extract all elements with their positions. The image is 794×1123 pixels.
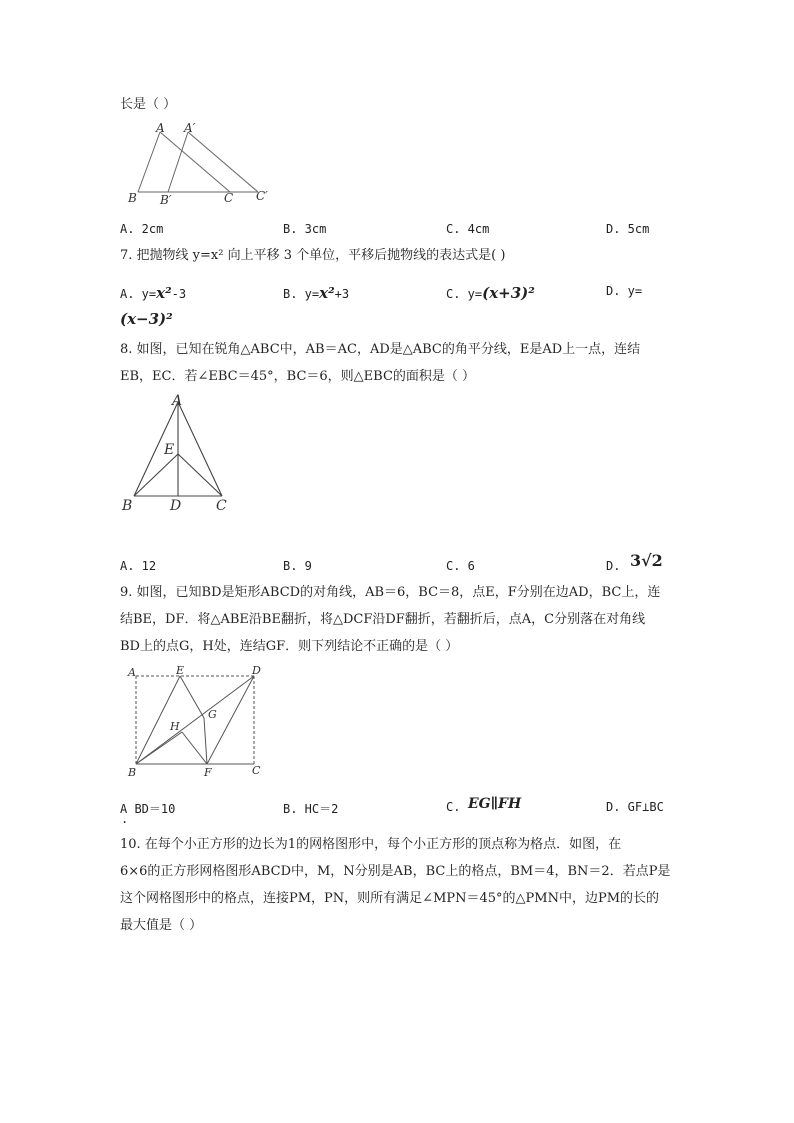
q8-label-B: B [122, 498, 133, 514]
q9-line-2: 结BE，DF．将△ABE沿BE翻折，将△DCF沿DF翻折，若翻折后，点A，C分别落在对角线 [120, 612, 646, 627]
q8-line-2: EB，EC．若∠EBC＝45°，BC＝6，则△EBC的面积是（ ） [120, 369, 476, 384]
q6-label-C: C [224, 191, 234, 205]
q7-a-math: x² [156, 284, 172, 302]
q9-label-H: H [170, 720, 180, 733]
q6-stem-tail: 长是（ ） [120, 97, 177, 112]
q9-option-d: D. GF⊥BC [606, 800, 664, 814]
q6-figure [120, 120, 280, 210]
q10-line-1: 10. 在每个小正方形的边长为1的网格图形中，每个小正方形的顶点称为格点．如图，在 [120, 837, 622, 852]
q7-option-a: A. y=x²-3 [120, 284, 187, 302]
q7-option-d: D. y= [606, 284, 643, 298]
q7-d-math: (x−3)² [120, 310, 173, 328]
q8-line-1: 8. 如图，已知在锐角△ABC中，AB＝AC，AD是△ABC的角平分线，E是AD上一点，连结 [120, 342, 641, 357]
q8-option-d: D. [606, 559, 621, 573]
q9-label-E: E [176, 664, 185, 677]
q8-option-a: A. 12 [120, 559, 157, 573]
q6-label-C-prime: C′ [256, 189, 268, 203]
q9-label-A: A [128, 666, 136, 679]
q9-line-1: 9. 如图，已知BD是矩形ABCD的对角线，AB＝6，BC＝8，点E，F分别在边AD，BC上，连 [120, 585, 661, 600]
q9-figure [124, 662, 264, 780]
q9-label-D: D [252, 664, 261, 677]
q9-option-a-dot: . [121, 812, 129, 826]
q6-label-B-prime: B′ [160, 193, 172, 207]
q8-label-E: E [164, 442, 175, 458]
q8-option-c: C. 6 [446, 559, 475, 573]
q7-b-math: x² [319, 284, 335, 302]
q10-line-2: 6×6的正方形网格图形ABCD中，M，N分别是AB，BC上的格点，BM＝4，BN＝2．若点P是 [120, 864, 671, 879]
q7-option-b: B. y=x²+3 [283, 284, 350, 302]
q9-c-math: EG∥FH [468, 796, 522, 812]
q6-label-B: B [128, 191, 137, 205]
q9-option-c: C. [446, 800, 461, 814]
q8-d-math: 3√2 [630, 551, 663, 570]
q7-option-c: C. y=(x+3)² [446, 284, 535, 302]
q9-option-a: A BD＝10 [120, 802, 176, 816]
q6-label-A-prime: A′ [184, 121, 196, 135]
q9-label-C: C [252, 764, 261, 777]
q6-option-d: D. 5cm [606, 222, 650, 236]
q9-label-B: B [128, 766, 137, 779]
q9-line-3: BD上的点G，H处，连结GF．则下列结论不正确的是（ ） [120, 639, 459, 654]
q7-stem: 7. 把抛物线 y=x² 向上平移 3 个单位，平移后抛物线的表达式是( ) [120, 248, 506, 263]
q9-label-F: F [204, 766, 212, 779]
q8-label-D: D [170, 498, 182, 514]
q6-option-a: A. 2cm [120, 222, 164, 236]
q9-option-b: B. HC＝2 [283, 802, 339, 816]
q9-label-G: G [208, 708, 217, 721]
q6-option-c: C. 4cm [446, 222, 490, 236]
q8-figure [118, 392, 238, 518]
q8-label-C: C [216, 498, 227, 514]
q8-option-b: B. 9 [283, 559, 312, 573]
q10-line-4: 最大值是（ ） [120, 918, 203, 933]
q8-label-A: A [172, 393, 183, 409]
q6-label-A: A [156, 121, 165, 135]
q7-c-math: (x+3)² [482, 284, 535, 302]
q10-line-3: 这个网格图形中的格点，连接PM，PN，则所有满足∠MPN＝45°的△PMN中，边PM的长的 [120, 891, 660, 906]
q6-option-b: B. 3cm [283, 222, 327, 236]
